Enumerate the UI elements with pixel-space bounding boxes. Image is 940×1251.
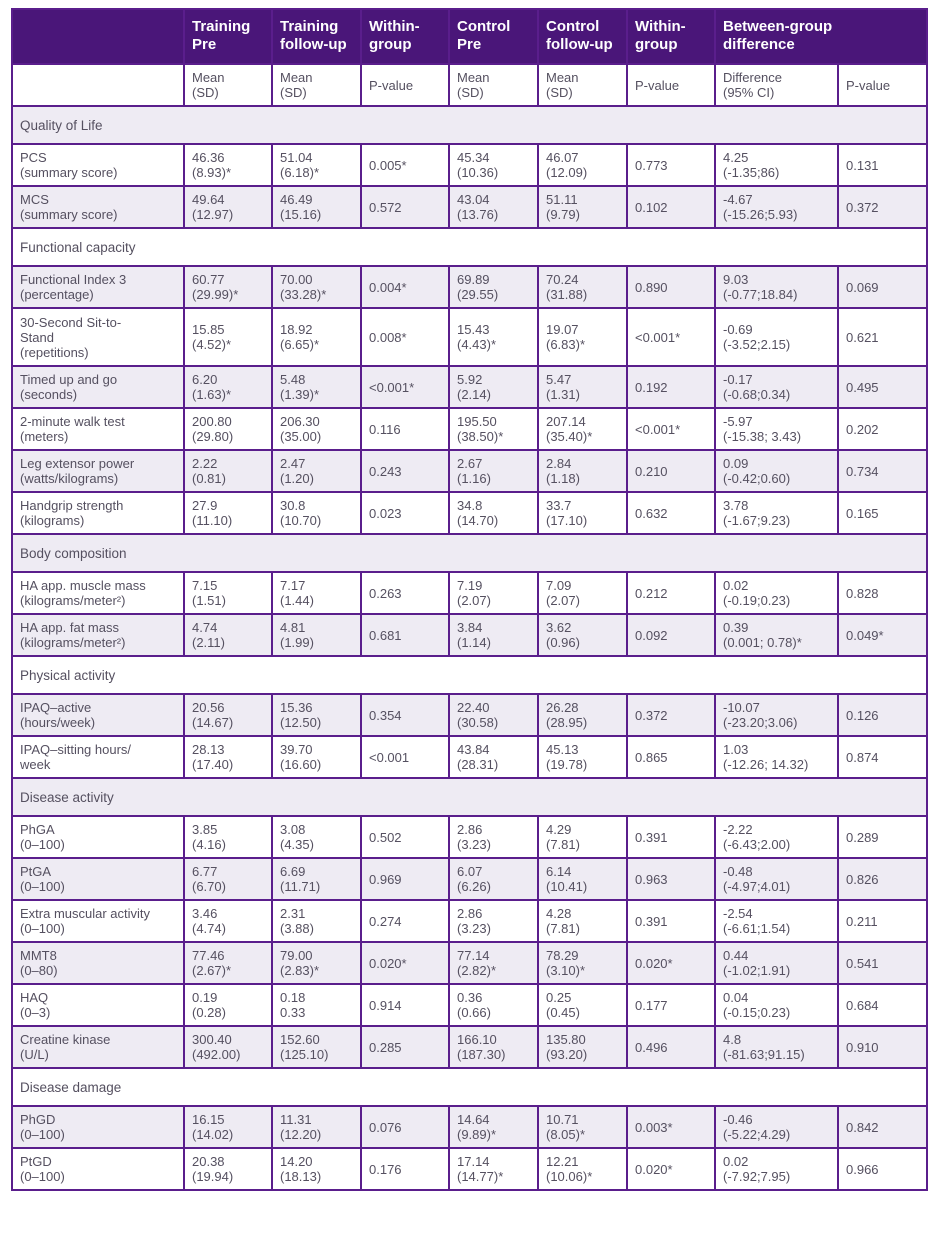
row-label: HAQ (0–3)	[12, 984, 184, 1026]
table-cell: 0.023	[361, 492, 449, 534]
table-cell: 0.865	[627, 736, 715, 778]
table-cell: 2.22 (0.81)	[184, 450, 272, 492]
table-cell: 0.969	[361, 858, 449, 900]
table-cell: 22.40 (30.58)	[449, 694, 538, 736]
table-cell: 15.36 (12.50)	[272, 694, 361, 736]
table-cell: 11.31 (12.20)	[272, 1106, 361, 1148]
section-title: Body composition	[12, 534, 927, 572]
row-label: HA app. fat mass (kilograms/meter²)	[12, 614, 184, 656]
table-cell: 0.963	[627, 858, 715, 900]
table-cell: 0.069	[838, 266, 927, 308]
section-title: Disease damage	[12, 1068, 927, 1106]
table-cell: 46.36 (8.93)*	[184, 144, 272, 186]
table-cell: 0.632	[627, 492, 715, 534]
table-cell: 15.43 (4.43)*	[449, 308, 538, 366]
table-cell: -2.22 (-6.43;2.00)	[715, 816, 838, 858]
header-cell: Control Pre	[449, 9, 538, 64]
table-cell: 0.496	[627, 1026, 715, 1068]
section-title: Functional capacity	[12, 228, 927, 266]
table-row	[12, 308, 927, 366]
table-cell: 0.04 (-0.15;0.23)	[715, 984, 838, 1026]
table-cell: <0.001	[361, 736, 449, 778]
table-cell: 43.84 (28.31)	[449, 736, 538, 778]
table-cell: 0.572	[361, 186, 449, 228]
table-cell: 14.20 (18.13)	[272, 1148, 361, 1190]
row-label: PhGD (0–100)	[12, 1106, 184, 1148]
table-cell: 0.126	[838, 694, 927, 736]
table-cell: 43.04 (13.76)	[449, 186, 538, 228]
table-cell: 0.02 (-0.19;0.23)	[715, 572, 838, 614]
table-cell: 7.09 (2.07)	[538, 572, 627, 614]
table-cell: 0.005*	[361, 144, 449, 186]
table-cell: 2.86 (3.23)	[449, 900, 538, 942]
table-cell: 0.914	[361, 984, 449, 1026]
table-cell: 0.684	[838, 984, 927, 1026]
table-cell: 3.46 (4.74)	[184, 900, 272, 942]
table-cell: 2.47 (1.20)	[272, 450, 361, 492]
section-row	[12, 1068, 927, 1106]
row-label: Extra muscular activity (0–100)	[12, 900, 184, 942]
table-cell: 0.734	[838, 450, 927, 492]
table-cell: 0.202	[838, 408, 927, 450]
table-row	[12, 736, 927, 778]
table-cell: 0.25 (0.45)	[538, 984, 627, 1026]
table-cell: 0.049*	[838, 614, 927, 656]
table-cell: 0.211	[838, 900, 927, 942]
row-label: Creatine kinase (U/L)	[12, 1026, 184, 1068]
subheader-cell: Mean (SD)	[449, 64, 538, 106]
table-row	[12, 572, 927, 614]
subheader-cell: P-value	[627, 64, 715, 106]
table-cell: 0.826	[838, 858, 927, 900]
table-cell: 0.289	[838, 816, 927, 858]
row-label: PCS (summary score)	[12, 144, 184, 186]
table-row	[12, 900, 927, 942]
table-cell: 0.004*	[361, 266, 449, 308]
table-cell: 0.176	[361, 1148, 449, 1190]
table-cell: 4.28 (7.81)	[538, 900, 627, 942]
table-cell: 46.07 (12.09)	[538, 144, 627, 186]
table-cell: 2.67 (1.16)	[449, 450, 538, 492]
table-cell: 4.25 (-1.35;86)	[715, 144, 838, 186]
table-cell: 7.19 (2.07)	[449, 572, 538, 614]
table-cell: 0.192	[627, 366, 715, 408]
row-label: Leg extensor power (watts/kilograms)	[12, 450, 184, 492]
results-table	[11, 8, 928, 1191]
table-cell: 7.15 (1.51)	[184, 572, 272, 614]
table-cell: 0.391	[627, 900, 715, 942]
table-row	[12, 450, 927, 492]
table-row	[12, 614, 927, 656]
table-cell: 3.84 (1.14)	[449, 614, 538, 656]
row-label: PhGA (0–100)	[12, 816, 184, 858]
table-cell: 195.50 (38.50)*	[449, 408, 538, 450]
table-cell: 6.20 (1.63)*	[184, 366, 272, 408]
table-cell: -2.54 (-6.61;1.54)	[715, 900, 838, 942]
table-cell: 0.890	[627, 266, 715, 308]
table-cell: 3.85 (4.16)	[184, 816, 272, 858]
table-cell: 6.77 (6.70)	[184, 858, 272, 900]
table-cell: 69.89 (29.55)	[449, 266, 538, 308]
header-cell: Training follow-up	[272, 9, 361, 64]
table-cell: -10.07 (-23.20;3.06)	[715, 694, 838, 736]
table-cell: -0.17 (-0.68;0.34)	[715, 366, 838, 408]
table-cell: 70.00 (33.28)*	[272, 266, 361, 308]
table-cell: 0.210	[627, 450, 715, 492]
row-label: MCS (summary score)	[12, 186, 184, 228]
table-row	[12, 1106, 927, 1148]
table-cell: -0.46 (-5.22;4.29)	[715, 1106, 838, 1148]
section-row	[12, 656, 927, 694]
section-title: Quality of Life	[12, 106, 927, 144]
table-cell: <0.001*	[361, 366, 449, 408]
table-cell: 6.14 (10.41)	[538, 858, 627, 900]
table-cell: 0.773	[627, 144, 715, 186]
row-label: IPAQ–active (hours/week)	[12, 694, 184, 736]
table-row	[12, 186, 927, 228]
table-cell: 0.274	[361, 900, 449, 942]
table-cell: 0.092	[627, 614, 715, 656]
table-cell: 0.076	[361, 1106, 449, 1148]
table-cell: 0.003*	[627, 1106, 715, 1148]
table-cell: 0.02 (-7.92;7.95)	[715, 1148, 838, 1190]
table-cell: 39.70 (16.60)	[272, 736, 361, 778]
table-cell: 20.38 (19.94)	[184, 1148, 272, 1190]
header-cell: Between-group difference	[715, 9, 927, 64]
table-row	[12, 1148, 927, 1190]
table-cell: 0.828	[838, 572, 927, 614]
table-cell: 0.372	[627, 694, 715, 736]
subheader-cell: P-value	[361, 64, 449, 106]
table-cell: 45.13 (19.78)	[538, 736, 627, 778]
table-cell: 0.131	[838, 144, 927, 186]
row-label: 2-minute walk test (meters)	[12, 408, 184, 450]
table-cell: 0.372	[838, 186, 927, 228]
table-cell: 26.28 (28.95)	[538, 694, 627, 736]
table-cell: 166.10 (187.30)	[449, 1026, 538, 1068]
table-cell: 0.681	[361, 614, 449, 656]
table-cell: 0.243	[361, 450, 449, 492]
table-cell: 30.8 (10.70)	[272, 492, 361, 534]
table-cell: 0.502	[361, 816, 449, 858]
subheader-cell: Difference (95% CI)	[715, 64, 838, 106]
table-cell: 34.8 (14.70)	[449, 492, 538, 534]
table-cell: 77.46 (2.67)*	[184, 942, 272, 984]
table-cell: 0.020*	[627, 942, 715, 984]
table-cell: 20.56 (14.67)	[184, 694, 272, 736]
table-cell: -4.67 (-15.26;5.93)	[715, 186, 838, 228]
table-cell: 60.77 (29.99)*	[184, 266, 272, 308]
table-cell: 200.80 (29.80)	[184, 408, 272, 450]
table-cell: 0.966	[838, 1148, 927, 1190]
header-cell: Within- group	[627, 9, 715, 64]
table-cell: 5.47 (1.31)	[538, 366, 627, 408]
table-cell: 79.00 (2.83)*	[272, 942, 361, 984]
table-cell: 5.92 (2.14)	[449, 366, 538, 408]
table-cell: 0.19 (0.28)	[184, 984, 272, 1026]
table-cell: 51.11 (9.79)	[538, 186, 627, 228]
table-cell: 17.14 (14.77)*	[449, 1148, 538, 1190]
table-cell: -0.69 (-3.52;2.15)	[715, 308, 838, 366]
table-cell: 27.9 (11.10)	[184, 492, 272, 534]
row-label: Timed up and go (seconds)	[12, 366, 184, 408]
header-row	[12, 9, 927, 64]
table-body	[12, 106, 927, 1190]
table-cell: 0.39 (0.001; 0.78)*	[715, 614, 838, 656]
table-cell: 15.85 (4.52)*	[184, 308, 272, 366]
table-cell: 0.44 (-1.02;1.91)	[715, 942, 838, 984]
table-cell: 3.78 (-1.67;9.23)	[715, 492, 838, 534]
table-cell: 2.84 (1.18)	[538, 450, 627, 492]
row-label: MMT8 (0–80)	[12, 942, 184, 984]
table-cell: 0.020*	[627, 1148, 715, 1190]
table-cell: <0.001*	[627, 408, 715, 450]
table-row	[12, 942, 927, 984]
table-cell: 0.116	[361, 408, 449, 450]
subheader-cell: Mean (SD)	[184, 64, 272, 106]
table-cell: 0.541	[838, 942, 927, 984]
table-cell: 70.24 (31.88)	[538, 266, 627, 308]
table-cell: 206.30 (35.00)	[272, 408, 361, 450]
table-row	[12, 1026, 927, 1068]
table-cell: 152.60 (125.10)	[272, 1026, 361, 1068]
table-cell: 0.874	[838, 736, 927, 778]
row-label: Functional Index 3 (percentage)	[12, 266, 184, 308]
table-cell: 46.49 (15.16)	[272, 186, 361, 228]
table-cell: 3.08 (4.35)	[272, 816, 361, 858]
section-row	[12, 534, 927, 572]
table-cell: 0.102	[627, 186, 715, 228]
header-cell: Control follow-up	[538, 9, 627, 64]
subheader-cell	[12, 64, 184, 106]
table-cell: 18.92 (6.65)*	[272, 308, 361, 366]
row-label: PtGA (0–100)	[12, 858, 184, 900]
table-cell: 51.04 (6.18)*	[272, 144, 361, 186]
table-cell: 300.40 (492.00)	[184, 1026, 272, 1068]
table-row	[12, 266, 927, 308]
table-cell: 4.29 (7.81)	[538, 816, 627, 858]
table-cell: 19.07 (6.83)*	[538, 308, 627, 366]
table-cell: 12.21 (10.06)*	[538, 1148, 627, 1190]
table-cell: 135.80 (93.20)	[538, 1026, 627, 1068]
table-cell: 9.03 (-0.77;18.84)	[715, 266, 838, 308]
table-cell: 45.34 (10.36)	[449, 144, 538, 186]
table-cell: 10.71 (8.05)*	[538, 1106, 627, 1148]
header-cell: Training Pre	[184, 9, 272, 64]
table-cell: 6.69 (11.71)	[272, 858, 361, 900]
table-cell: 0.212	[627, 572, 715, 614]
table-cell: 0.09 (-0.42;0.60)	[715, 450, 838, 492]
section-row	[12, 106, 927, 144]
table-cell: 1.03 (-12.26; 14.32)	[715, 736, 838, 778]
table-cell: 2.31 (3.88)	[272, 900, 361, 942]
table-cell: 0.391	[627, 816, 715, 858]
table-cell: 4.74 (2.11)	[184, 614, 272, 656]
table-cell: 0.354	[361, 694, 449, 736]
table-cell: 5.48 (1.39)*	[272, 366, 361, 408]
table-cell: 0.165	[838, 492, 927, 534]
subheader-cell: Mean (SD)	[272, 64, 361, 106]
subheader-cell: Mean (SD)	[538, 64, 627, 106]
table-cell: 4.8 (-81.63;91.15)	[715, 1026, 838, 1068]
table-cell: 3.62 (0.96)	[538, 614, 627, 656]
section-title: Physical activity	[12, 656, 927, 694]
table-cell: 33.7 (17.10)	[538, 492, 627, 534]
table-cell: 28.13 (17.40)	[184, 736, 272, 778]
table-cell: 77.14 (2.82)*	[449, 942, 538, 984]
table-cell: 78.29 (3.10)*	[538, 942, 627, 984]
row-label: 30-Second Sit-to- Stand (repetitions)	[12, 308, 184, 366]
table-cell: 49.64 (12.97)	[184, 186, 272, 228]
table-cell: 0.621	[838, 308, 927, 366]
section-title: Disease activity	[12, 778, 927, 816]
table-cell: 0.285	[361, 1026, 449, 1068]
section-row	[12, 778, 927, 816]
table-cell: 0.008*	[361, 308, 449, 366]
table-cell: 14.64 (9.89)*	[449, 1106, 538, 1148]
table-cell: 0.18 0.33	[272, 984, 361, 1026]
table-cell: -5.97 (-15.38; 3.43)	[715, 408, 838, 450]
row-label: PtGD (0–100)	[12, 1148, 184, 1190]
table-row	[12, 492, 927, 534]
table-cell: 16.15 (14.02)	[184, 1106, 272, 1148]
row-label: IPAQ–sitting hours/ week	[12, 736, 184, 778]
section-row	[12, 228, 927, 266]
table-cell: 6.07 (6.26)	[449, 858, 538, 900]
table-cell: 0.263	[361, 572, 449, 614]
table-cell: <0.001*	[627, 308, 715, 366]
table-cell: 0.177	[627, 984, 715, 1026]
table-cell: 0.020*	[361, 942, 449, 984]
table-cell: 2.86 (3.23)	[449, 816, 538, 858]
table-cell: 0.842	[838, 1106, 927, 1148]
row-label: HA app. muscle mass (kilograms/meter²)	[12, 572, 184, 614]
header-cell	[12, 9, 184, 64]
table-cell: 4.81 (1.99)	[272, 614, 361, 656]
table-row	[12, 694, 927, 736]
subheader-row	[12, 64, 927, 106]
subheader-cell: P-value	[838, 64, 927, 106]
table-cell: 7.17 (1.44)	[272, 572, 361, 614]
table-row	[12, 984, 927, 1026]
table-cell: 207.14 (35.40)*	[538, 408, 627, 450]
table-row	[12, 408, 927, 450]
table-row	[12, 858, 927, 900]
table-row	[12, 144, 927, 186]
row-label: Handgrip strength (kilograms)	[12, 492, 184, 534]
table-cell: -0.48 (-4.97;4.01)	[715, 858, 838, 900]
table-cell: 0.36 (0.66)	[449, 984, 538, 1026]
table-row	[12, 366, 927, 408]
table-cell: 0.910	[838, 1026, 927, 1068]
table-cell: 0.495	[838, 366, 927, 408]
table-row	[12, 816, 927, 858]
header-cell: Within- group	[361, 9, 449, 64]
